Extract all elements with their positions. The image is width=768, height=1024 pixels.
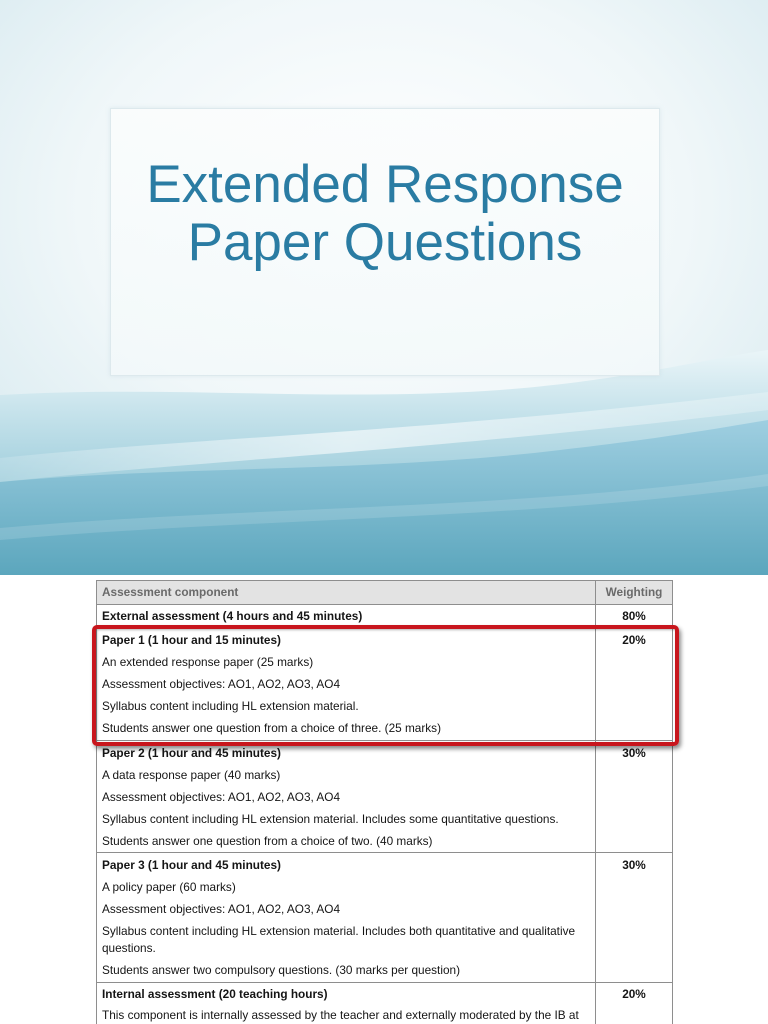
row-weighting: 80% <box>622 609 646 623</box>
row-detail-line: This component is internally assessed by the teacher and externally moderated by the IB at <box>102 1007 579 1022</box>
row-component-title: Internal assessment (20 teaching hours) <box>102 986 328 1001</box>
row-weighting: 20% <box>622 633 646 647</box>
row-detail-line: Syllabus content including HL extension material. <box>102 699 359 713</box>
row-component-title: Paper 1 (1 hour and 15 minutes) <box>102 633 281 647</box>
row-detail-line: Syllabus content including HL extension material. Includes both quantitative and qualitative questions. <box>102 924 576 955</box>
table-row-paper-3 <box>97 853 672 983</box>
table-row-paper-2 <box>97 741 672 854</box>
assessment-table-figure <box>0 575 768 1024</box>
row-detail-line: Assessment objectives: AO1, AO2, AO3, AO4 <box>102 902 341 916</box>
row-weighting: 20% <box>622 986 646 1001</box>
row-component-title: Paper 3 (1 hour and 45 minutes) <box>102 858 281 872</box>
slide-title: Extended Response Paper Questions <box>146 155 624 272</box>
table-row-internal-assessment <box>97 983 672 1024</box>
row-detail-line: A data response paper (40 marks) <box>102 767 281 782</box>
row-detail-line: Assessment objectives: AO1, AO2, AO3, AO4 <box>102 677 341 691</box>
title-placeholder <box>110 108 660 376</box>
row-detail-line: Students answer one question from a choice of three. (25 marks) <box>102 721 442 735</box>
header-weighting: Weighting <box>605 585 663 599</box>
row-detail-line: An extended response paper (25 marks) <box>102 655 314 669</box>
row-component-cell <box>97 983 596 1024</box>
row-detail-line: A policy paper (60 marks) <box>102 880 236 894</box>
table-header-row <box>97 581 672 605</box>
row-weighting: 30% <box>622 745 646 760</box>
row-component-title: Paper 2 (1 hour and 45 minutes) <box>102 745 281 760</box>
row-detail-line: Students answer two compulsory questions. (30 marks per question) <box>102 963 461 977</box>
row-detail-line: Assessment objectives: AO1, AO2, AO3, AO4 <box>102 789 341 804</box>
header-assessment-component: Assessment component <box>97 581 596 604</box>
row-component-title: External assessment (4 hours and 45 minutes) <box>97 605 596 627</box>
row-detail-line: Syllabus content including HL extension material. Includes some quantitative questions. <box>102 811 559 826</box>
row-weighting: 30% <box>622 858 646 872</box>
row-component-cell <box>97 853 596 982</box>
row-detail-line: Students answer one question from a choice of two. (40 marks) <box>102 833 433 848</box>
row-component-cell <box>97 741 596 853</box>
highlight-box <box>92 625 679 746</box>
